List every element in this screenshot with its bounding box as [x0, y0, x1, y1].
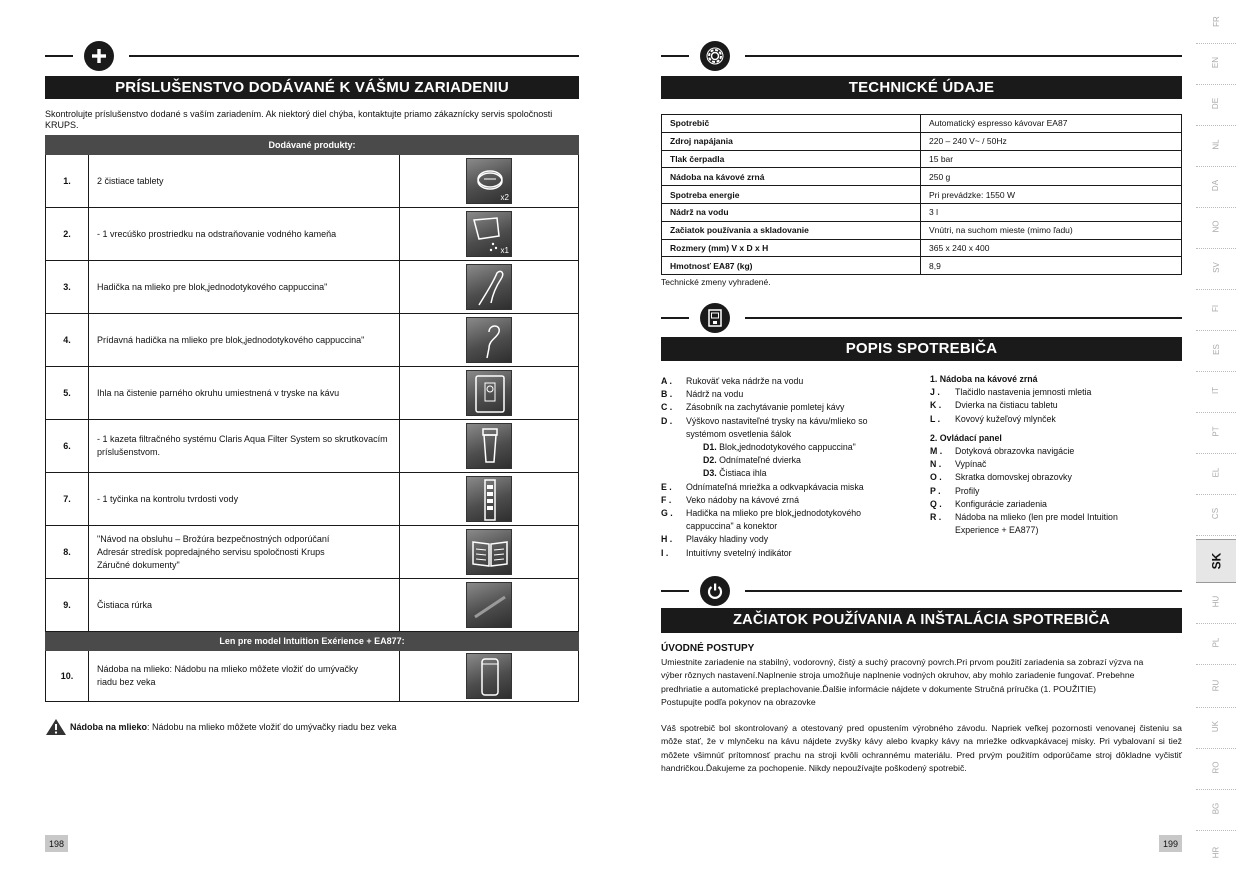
- list-item: L . Kovový kužeľový mlynček: [930, 413, 1056, 424]
- coffee-machine-icon: [700, 303, 730, 333]
- list-item: Experience + EA877): [955, 525, 1039, 536]
- model-subheader: Len pre model Intuition Exérience + EA877:: [46, 632, 579, 651]
- list-item: I . Intuitívny svetelný indikátor: [661, 547, 792, 558]
- start-paragraph-2: Váš spotrebič bol skontrolovaný a otestovaný pred opustením výrobného závodu. Napriek veľkej pozornosti venovanej čisteniu sa môže stať, že v mlynčeku na kávu nájdete zvyšky kávy alebo kvapky kávy na mriežke odkvapkávacej misky. Pri vybalovaní si tiež môžete všimnúť prítomnosť prachu na stroji kvôli ochrannému materiálu. Pred prvým použitím odporúčame stroj dôkladne vyčistiť handričkou.Ďakujeme za pochopenie. Nikdy nepoužívajte poškodený spotrebič.: [661, 723, 1182, 773]
- tech-key: Nádrž na vodu: [662, 203, 921, 221]
- table-row: [46, 208, 579, 261]
- page-number-right: 199: [1159, 835, 1182, 852]
- row-number: 7.: [46, 473, 89, 526]
- tech-key: Spotrebič: [662, 115, 921, 133]
- row-text: Hadička na mlieko pre blok„jednodotykového cappuccina": [89, 261, 400, 314]
- section-line-right: [745, 590, 1182, 592]
- language-sidebar: [1196, 0, 1236, 876]
- row-text: Ihla na čistenie parného okruhu umiestnená v tryske na kávu: [89, 367, 400, 420]
- lang-tab-sk[interactable]: SK: [1196, 539, 1236, 583]
- row-number: 4.: [46, 314, 89, 367]
- section-line-left: [45, 55, 73, 57]
- tech-note: Technické zmeny vyhradené.: [661, 277, 771, 287]
- list-item: J . Tlačidlo nastavenia jemnosti mletia: [930, 387, 1092, 398]
- tech-value: 365 x 240 x 400: [921, 239, 1182, 257]
- row-number: 6.: [46, 420, 89, 473]
- table-row: [46, 314, 579, 367]
- table-row: [662, 186, 1182, 204]
- tech-value: 15 bar: [921, 150, 1182, 168]
- list-item: K . Dvierka na čistiacu tabletu: [930, 400, 1058, 411]
- tech-key: Rozmery (mm) V x D x H: [662, 239, 921, 257]
- list-item: N . Vypínač: [930, 459, 987, 470]
- table-row: [46, 367, 579, 420]
- description-title: POPIS SPOTREBIČA: [661, 337, 1182, 361]
- table-header: Dodávané produkty:: [46, 136, 579, 155]
- plus-icon: [84, 41, 114, 71]
- start-title: ZAČIATOK POUŽÍVANIA A INŠTALÁCIA SPOTREBIČA: [661, 608, 1182, 633]
- list-item: P . Profily: [930, 485, 980, 496]
- booklet-icon: [466, 529, 512, 575]
- row-number: 5.: [46, 367, 89, 420]
- table-row: [662, 239, 1182, 257]
- table-row: [46, 473, 579, 526]
- start-subtitle: ÚVODNÉ POSTUPY: [661, 643, 755, 654]
- list-subitem: D2. Odnímateľné dvierka: [703, 455, 801, 466]
- tech-key: Zdroj napájania: [662, 132, 921, 150]
- row-text: 2 čistiace tablety: [89, 155, 400, 208]
- row-number: 2.: [46, 208, 89, 261]
- lang-tab-bg[interactable]: BG: [1196, 787, 1236, 831]
- tech-value: Automatický espresso kávovar EA87: [921, 115, 1182, 133]
- accessories-title: PRÍSLUŠENSTVO DODÁVANÉ K VÁŠMU ZARIADENIU: [45, 76, 579, 99]
- lang-tab-sv[interactable]: SV: [1196, 246, 1236, 290]
- section-line-left: [661, 590, 689, 592]
- paragraph-line: predhriatie a automatické preplachovanie.Ďalšie informácie nájdete v dokumente Stručná príručka (1. POUŽITIE): [661, 683, 1097, 694]
- row-text-line: Nádoba na mlieko: Nádobu na mlieko môžete vložiť do umývačky: [97, 664, 359, 674]
- accessories-intro: Skontrolujte príslušenstvo dodané s vaším zariadením. Ak niektorý diel chýba, kontaktujte priamo zákaznícky servis spoločnosti KRUPS.: [45, 109, 553, 130]
- paragraph-line: Postupujte podľa pokynov na obrazovke: [661, 696, 816, 707]
- table-row: [662, 168, 1182, 186]
- descaler-sachet-icon: [466, 211, 512, 257]
- page-number-left: 198: [45, 835, 68, 852]
- list-item: cappuccina" a konektor: [686, 521, 778, 532]
- row-text-line: Adresár stredísk popredajného servisu spoločnosti Krups: [97, 546, 325, 557]
- list-item: E . Odnímateľná mriežka a odkvapkávacia miska: [661, 481, 864, 492]
- warning-icon: [45, 718, 67, 736]
- tech-value: Vnútri, na suchom mieste (mimo ľadu): [921, 221, 1182, 239]
- quantity-label: x2: [500, 193, 509, 202]
- extra-milk-tube-icon: [466, 317, 512, 363]
- lang-tab-uk[interactable]: UK: [1196, 705, 1236, 749]
- row-number: 3.: [46, 261, 89, 314]
- section-line-right: [745, 55, 1182, 57]
- row-text-line: riadu bez veka: [97, 677, 156, 687]
- list-heading: 2. Ovládací panel: [930, 432, 1002, 443]
- note-label: Nádoba na mlieko: [70, 722, 148, 732]
- lang-tab-no[interactable]: NO: [1196, 205, 1236, 249]
- list-subitem: D3. Čistiaca ihla: [703, 468, 767, 479]
- lang-tab-cs[interactable]: CS: [1196, 492, 1236, 536]
- row-number: 9.: [46, 579, 89, 632]
- start-paragraph-1: [661, 656, 1182, 709]
- list-item: B . Nádrž na vodu: [661, 389, 744, 400]
- tech-value: Pri prevádzke: 1550 W: [921, 186, 1182, 204]
- lang-tab-fr[interactable]: FR: [1196, 0, 1236, 44]
- table-row: [662, 150, 1182, 168]
- list-item: O . Skratka domovskej obrazovky: [930, 472, 1072, 483]
- section-line-right: [745, 317, 1182, 319]
- list-item: systémom osvetlenia šálok: [686, 428, 792, 439]
- note-text: : Nádobu na mlieko môžete vložiť do umývačky riadu bez veka: [147, 722, 397, 732]
- list-item: H . Plaváky hladiny vody: [661, 534, 769, 545]
- table-row: [662, 221, 1182, 239]
- list-item: Q . Konfigurácie zariadenia: [930, 498, 1047, 509]
- row-text: - 1 tyčinka na kontrolu tvrdosti vody: [89, 473, 400, 526]
- table-row: [46, 651, 579, 702]
- list-item: R . Nádoba na mlieko (len pre model Intuition: [930, 512, 1118, 523]
- lang-tab-el[interactable]: EL: [1196, 451, 1236, 495]
- lang-tab-hu[interactable]: HU: [1196, 580, 1236, 624]
- section-line-left: [661, 55, 689, 57]
- list-item: A . Rukoväť veka nádrže na vodu: [661, 376, 804, 386]
- tech-key: Hmotnosť EA87 (kg): [662, 257, 921, 275]
- milk-container-note: [45, 718, 397, 736]
- tablet-icon: [466, 158, 512, 204]
- lang-tab-pt[interactable]: PT: [1196, 410, 1236, 454]
- list-item: G . Hadička na mlieko pre blok„jednodotykového: [661, 508, 862, 519]
- table-row: [46, 526, 579, 579]
- section-line-left: [661, 317, 689, 319]
- paragraph-line: výber rôznych nastavení.Naplnenie stroja umožňuje naplnenie vodných okruhov, aby mohlo zariadenie fungovať. Prebehne: [661, 670, 1135, 681]
- table-row: [662, 132, 1182, 150]
- row-text-line: Záručné dokumenty": [97, 559, 180, 570]
- section-line-right: [129, 55, 579, 57]
- tech-key: Spotreba energie: [662, 186, 921, 204]
- list-subitem: D1. Blok„jednodotykového cappuccina": [703, 442, 856, 453]
- paragraph-line: Umiestnite zariadenie na stabilný, vodorovný, čistý a suchý pracovný povrch.Pri prvom použití zariadenia sa zobrazí výzva na: [661, 657, 1144, 667]
- lang-tab-de[interactable]: DE: [1196, 82, 1236, 126]
- tech-table: [661, 114, 1182, 275]
- table-row: [46, 155, 579, 208]
- power-icon: [700, 576, 730, 606]
- tech-key: Začiatok používania a skladovanie: [662, 221, 921, 239]
- tech-value: 8,9: [921, 257, 1182, 275]
- lang-tab-en[interactable]: EN: [1196, 41, 1236, 85]
- description-list-right: [930, 373, 1182, 537]
- filter-cartridge-icon: [466, 423, 512, 469]
- table-row: [46, 420, 579, 473]
- list-item: C . Zásobník na zachytávanie pomletej kávy: [661, 402, 845, 413]
- row-number: 8.: [46, 526, 89, 579]
- lang-tab-ro[interactable]: RO: [1196, 746, 1236, 790]
- list-item: F . Veko nádoby na kávové zrná: [661, 494, 799, 505]
- tech-key: Nádoba na kávové zrná: [662, 168, 921, 186]
- lang-tab-hr[interactable]: HR: [1211, 846, 1221, 858]
- description-list-left: [661, 375, 921, 560]
- lang-tab-nl[interactable]: NL: [1196, 123, 1236, 167]
- row-text-line: "Návod na obsluhu – Brožúra bezpečnostných odporúčaní: [97, 533, 330, 544]
- tech-value: 220 – 240 V~ / 50Hz: [921, 132, 1182, 150]
- gear-icon: [700, 41, 730, 71]
- list-item: D . Výškovo nastaviteľné trysky na kávu/mlieko so: [661, 415, 868, 426]
- lang-tab-fi[interactable]: FI: [1196, 287, 1236, 331]
- lang-tab-da[interactable]: DA: [1196, 164, 1236, 208]
- cleaning-tube-icon: [466, 582, 512, 628]
- list-heading: 1. Nádoba na kávové zrná: [930, 374, 1038, 384]
- list-item: M . Dotyková obrazovka navigácie: [930, 446, 1075, 457]
- table-row: [46, 261, 579, 314]
- cleaning-needle-icon: [466, 370, 512, 416]
- row-text: - 1 vrecúško prostriedku na odstraňovanie vodného kameňa: [89, 208, 400, 261]
- row-number: 10.: [46, 651, 89, 702]
- table-row: [662, 203, 1182, 221]
- lang-tab-pl[interactable]: PL: [1196, 621, 1236, 665]
- tech-value: 250 g: [921, 168, 1182, 186]
- lang-tab-it[interactable]: IT: [1196, 369, 1236, 413]
- row-text: [89, 526, 400, 579]
- row-text: Čistiaca rúrka: [89, 579, 400, 632]
- table-row: [46, 579, 579, 632]
- tech-key: Tlak čerpadla: [662, 150, 921, 168]
- row-text: - 1 kazeta filtračného systému Claris Aqua Filter System so skrutkovacím príslušenstvom.: [89, 420, 400, 473]
- lang-tab-es[interactable]: ES: [1196, 328, 1236, 372]
- lang-tab-ru[interactable]: RU: [1196, 664, 1236, 708]
- row-text: [89, 651, 400, 702]
- milk-tube-icon: [466, 264, 512, 310]
- tech-value: 3 l: [921, 203, 1182, 221]
- table-row: [662, 257, 1182, 275]
- milk-container-icon: [466, 653, 512, 699]
- quantity-label: x1: [500, 246, 509, 255]
- tech-title: TECHNICKÉ ÚDAJE: [661, 76, 1182, 99]
- row-text: Prídavná hadička na mlieko pre blok„jednodotykového cappuccina": [89, 314, 400, 367]
- table-row: [662, 115, 1182, 133]
- accessories-table: [45, 135, 579, 702]
- test-strip-icon: [466, 476, 512, 522]
- row-number: 1.: [46, 155, 89, 208]
